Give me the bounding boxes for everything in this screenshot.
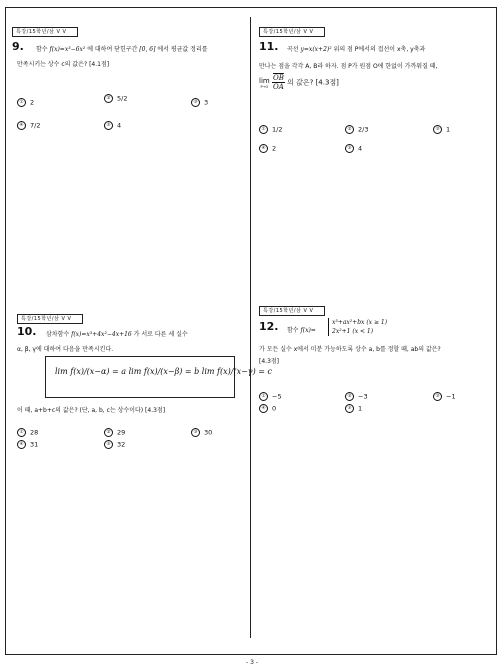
choice-marker: ④ — [17, 440, 26, 449]
choice-1[interactable] — [259, 392, 282, 401]
question-text — [46, 329, 188, 338]
choice-marker: ⑤ — [104, 440, 113, 449]
choice-marker: ② — [104, 94, 113, 103]
choice-marker: ① — [17, 428, 26, 437]
choice-5[interactable] — [104, 121, 121, 130]
choice-3[interactable] — [191, 98, 208, 107]
choice-text: 4 — [117, 121, 122, 130]
math-expression: [0, 6] — [139, 46, 156, 53]
question-text: 이 때, a+b+c의 값은? (단, a, b, c는 상수이다) [4.3점] — [17, 407, 166, 414]
question-text — [287, 44, 425, 53]
question-number: 11. — [259, 40, 279, 53]
text-run: 의 값은? [4.3점] — [287, 78, 339, 87]
choice-marker: ① — [259, 392, 268, 401]
choice-text: 2/3 — [358, 125, 369, 134]
choice-3[interactable] — [191, 428, 212, 437]
choice-marker: ① — [17, 98, 26, 107]
choice-text: 3 — [204, 98, 209, 107]
question-tag: 특강/15학년/삼 V Ⅴ — [12, 27, 78, 37]
choice-text: 2 — [272, 144, 277, 153]
limit-symbol: lim P→O — [259, 76, 270, 89]
choice-text: 31 — [30, 440, 39, 449]
choice-2[interactable] — [104, 94, 127, 103]
choice-2[interactable] — [104, 428, 125, 437]
choice-4[interactable] — [259, 144, 276, 153]
choice-text: 0 — [272, 404, 277, 413]
text-run: 에서 평균값 정리를 — [157, 46, 208, 53]
choice-text: 4 — [358, 144, 363, 153]
piecewise-function: f(x)= — [300, 327, 316, 334]
choice-text: −1 — [446, 392, 456, 401]
question-tag: 특강/15학년/삼 V Ⅴ — [259, 306, 325, 316]
question-text: 만나는 점을 각각 A, B라 하자. 점 P가 원점 O에 한없이 가까워질 때, — [259, 63, 438, 70]
choice-3[interactable] — [433, 392, 456, 401]
text-run: 가 서로 다른 세 실수 — [133, 331, 188, 338]
choice-1[interactable] — [259, 125, 282, 134]
text-run: 위의 점 P에서의 접선이 x축, y축과 — [333, 46, 426, 53]
choice-marker: ④ — [259, 144, 268, 153]
text-run: 함수 — [287, 327, 299, 334]
choice-marker: ③ — [191, 98, 200, 107]
question-number: 9. — [12, 40, 24, 53]
choice-text: 1 — [358, 404, 363, 413]
choice-marker: ② — [104, 428, 113, 437]
choice-3[interactable] — [433, 125, 450, 134]
choice-marker: ⑤ — [345, 144, 354, 153]
choice-text: 32 — [117, 440, 126, 449]
choice-marker: ① — [259, 125, 268, 134]
choice-marker: ⑤ — [104, 121, 113, 130]
text-run: 곡선 — [287, 46, 299, 53]
choice-text: 5/2 — [117, 94, 128, 103]
choice-marker: ③ — [433, 392, 442, 401]
choice-text: 7/2 — [30, 121, 41, 130]
choice-1[interactable] — [17, 428, 38, 437]
choice-text: 2 — [30, 98, 35, 107]
choice-text: 28 — [30, 428, 39, 437]
choice-marker: ② — [345, 392, 354, 401]
choice-4[interactable] — [17, 121, 40, 130]
choice-marker: ② — [345, 125, 354, 134]
question-tag: 특강/15학년/삼 V Ⅴ — [259, 27, 325, 37]
question-text: 만족시키는 상수 c의 값은? [4.1점] — [17, 61, 110, 68]
piecewise-case: x³+ax²+bx (x ≥ 1) — [332, 319, 388, 326]
question-tag: 특강/15학년/삼 V Ⅴ — [17, 314, 83, 324]
choice-text: 30 — [204, 428, 213, 437]
text-run: 함수 — [36, 46, 48, 53]
choice-marker: ③ — [433, 125, 442, 134]
question-text — [259, 74, 339, 91]
choice-5[interactable] — [104, 440, 125, 449]
text-run: 삼차함수 — [46, 331, 70, 338]
choice-4[interactable] — [17, 440, 38, 449]
column-divider — [250, 17, 251, 638]
choice-text: 1/2 — [272, 125, 283, 134]
choice-text: −5 — [272, 392, 282, 401]
choice-marker: ④ — [259, 404, 268, 413]
page-number: - 3 - — [246, 659, 258, 666]
piecewise-case: 2x²+1 (x < 1) — [332, 328, 374, 335]
question-text: [4.3점] — [259, 358, 280, 365]
math-expression: f(x)=x³−6x² — [49, 46, 86, 53]
math-expression: y=x(x+2)² — [300, 46, 332, 53]
choice-2[interactable] — [345, 392, 368, 401]
choice-4[interactable] — [259, 404, 276, 413]
choice-text: −3 — [358, 392, 368, 401]
question-number: 10. — [17, 325, 37, 338]
limit-equation: lim f(x)/(x−α) = a lim f(x)/(x−β) = b lim f(x)/(x−γ) = c — [55, 367, 272, 376]
question-text: 가 모든 실수 x에서 미분 가능하도록 상수 a, b를 정할 때, ab의 값은? — [259, 346, 441, 353]
text-run: 에 대하여 닫힌구간 — [87, 46, 138, 53]
question-text — [287, 325, 316, 334]
choice-marker: ③ — [191, 428, 200, 437]
ratio-fraction: $\frac{\overline{OB}}{OA}$ — [272, 74, 284, 91]
choice-marker: ⑤ — [345, 404, 354, 413]
choice-2[interactable] — [345, 125, 368, 134]
math-expression: f(x)=x³+4x²−4x+16 — [71, 331, 132, 338]
choice-marker: ④ — [17, 121, 26, 130]
choice-text: 29 — [117, 428, 126, 437]
question-text — [36, 44, 208, 53]
piecewise-cases — [328, 318, 387, 336]
choice-text: 1 — [446, 125, 451, 134]
question-text: α, β, γ에 대하여 다음을 만족시킨다. — [17, 346, 114, 353]
choice-1[interactable] — [17, 98, 34, 107]
choice-5[interactable] — [345, 404, 362, 413]
question-number: 12. — [259, 320, 279, 333]
choice-5[interactable] — [345, 144, 362, 153]
